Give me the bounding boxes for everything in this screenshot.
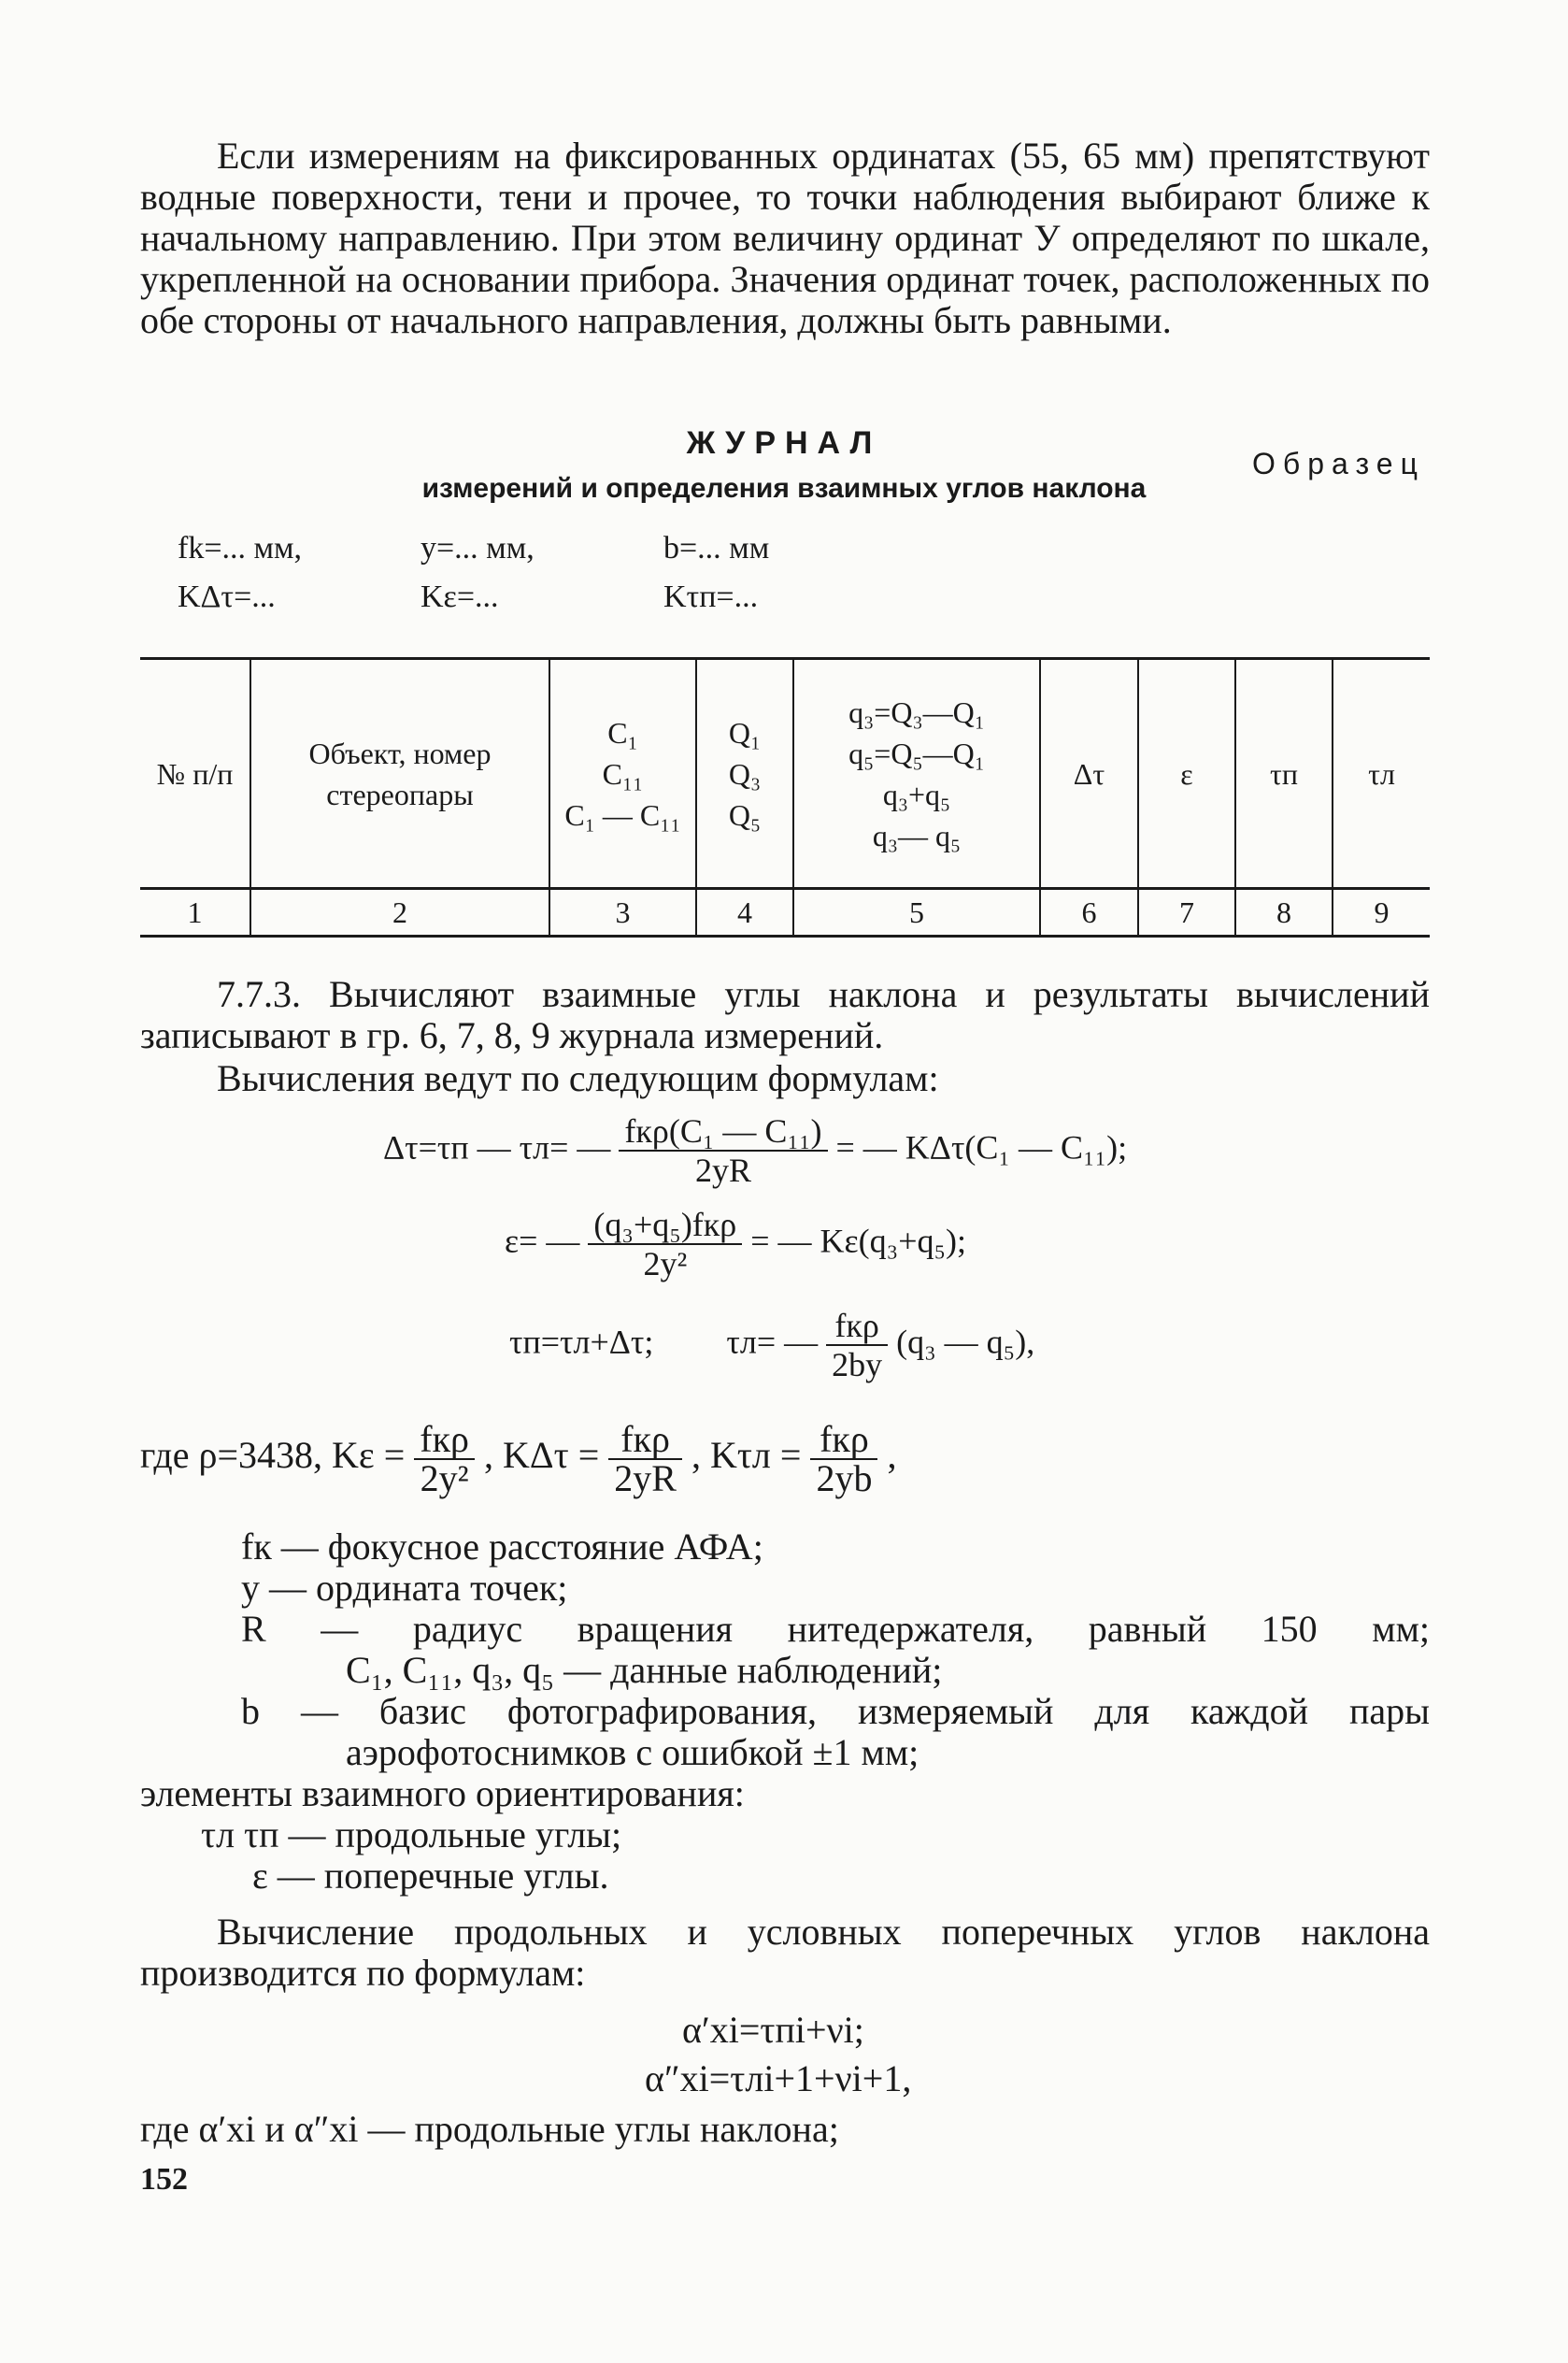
definition-eps: ε — поперечные углы. — [252, 1855, 609, 1897]
table-column-numbers-row — [140, 889, 1430, 937]
definition-elements: элементы взаимного ориентирования: — [140, 1772, 745, 1814]
header-q: Q₁ Q₃ Q₅ — [696, 659, 793, 889]
header-object: Объект, номер стереопары — [250, 659, 549, 889]
formula-tau: τп=τл+Δτ; τл= — $\frac{\text{fкρ}}{2by}$ (q₃ — q₅), — [509, 1307, 1035, 1383]
col-number: 6 — [1040, 889, 1138, 937]
col-number: 8 — [1235, 889, 1333, 937]
header-eps: ε — [1138, 659, 1235, 889]
formula-epsilon: ε= — $\frac{\text{(q₃+q₅)fкρ}}{\text{2y²}}$ = — Kε(q₃+q₅); — [505, 1206, 967, 1282]
header-dtau: Δτ — [1040, 659, 1138, 889]
definition-b-cont: аэрофотоснимков с ошибкой ±1 мм; — [346, 1731, 919, 1773]
definition-fk: fк — фокусное расстояние АФА; — [241, 1525, 763, 1568]
formula-alpha-prime: α′xi=τпi+νi; — [682, 2009, 864, 2051]
journal-subtitle: измерений и определения взаимных углов наклона — [421, 473, 1147, 504]
formula-alpha-double-prime: α″xi=τлi+1+νi+1, — [645, 2057, 912, 2099]
header-c: C₁ C₁₁ C₁ — C₁₁ — [549, 659, 696, 889]
param-k-taul: Kτп=... — [663, 580, 759, 614]
definition-r: R — радиус вращения нитедержателя, равный 150 мм; — [241, 1608, 1430, 1650]
formula-coefficients: где ρ=3438, Kε = $\frac{\text{fкρ}}{\text{2y²}}$ , KΔτ = $\frac{\text{fкρ}}{2yR}$ , Kτл = $\frac{\text{fкρ}}{2yb}$ , — [140, 1418, 897, 1499]
last-line: где α′xi и α″xi — продольные углы наклона; — [140, 2108, 839, 2150]
col-number: 7 — [1138, 889, 1235, 937]
journal-title: ЖУРНАЛ — [686, 425, 882, 461]
param-fk: fk=... мм, — [178, 531, 303, 566]
header-tau-p: τп — [1235, 659, 1333, 889]
final-paragraph: Вычисление продольных и условных поперечных углов наклона производится по формулам: — [140, 1911, 1430, 1994]
col-number: 9 — [1333, 889, 1430, 937]
definition-tau: τл τп — продольные углы; — [201, 1813, 622, 1855]
col-number: 5 — [793, 889, 1040, 937]
param-y: у=... мм, — [421, 531, 535, 566]
header-q-diff: q₃=Q₃—Q₁ q₅=Q₅—Q₁ q₃+q₅ q₃— q₅ — [793, 659, 1040, 889]
col-number: 2 — [250, 889, 549, 937]
sample-label: Образец — [1252, 447, 1425, 480]
table-header-row — [140, 659, 1430, 889]
definition-y: у — ордината точек; — [241, 1567, 568, 1609]
intro-paragraph: Если измерениям на фиксированных ординатах (55, 65 мм) препятствуют водные поверхности, тени и прочее, то точки наблюдения выбирают ближе к начальному направлению. При этом величину ординат У определяют по шкале, укрепленной на основании прибора. Значения ординат точек, расположенных по обе стороны от начального направления, должны быть равными. — [140, 135, 1430, 341]
param-b: b=... мм — [663, 531, 770, 566]
section-paragraph: 7.7.3. Вычисляют взаимные углы наклона и результаты вычислений записывают в гр. 6, 7, 8, 9 журнала измерений. — [140, 973, 1430, 1056]
header-number: № п/п — [140, 659, 250, 889]
journal-table — [140, 657, 1430, 938]
header-tau-l: τл — [1333, 659, 1430, 889]
page-number: 152 — [140, 2162, 188, 2197]
definition-observations: C₁, C₁₁, q₃, q₅ — данные наблюдений; — [346, 1649, 943, 1691]
definition-b: b — базис фотографирования, измеряемый для каждой пары — [241, 1690, 1430, 1732]
param-k-eps: Kε=... — [421, 580, 499, 614]
col-number: 1 — [140, 889, 250, 937]
formulas-intro: Вычисления ведут по следующим формулам: — [217, 1057, 939, 1099]
col-number: 3 — [549, 889, 696, 937]
formula-delta-tau: Δτ=τп — τл= — $\frac{\text{fкρ(C₁ — C₁₁)}}{2yR}$ = — KΔτ(C₁ — C₁₁); — [383, 1112, 1128, 1189]
col-number: 4 — [696, 889, 793, 937]
param-k-dtau: KΔτ=... — [178, 580, 276, 614]
